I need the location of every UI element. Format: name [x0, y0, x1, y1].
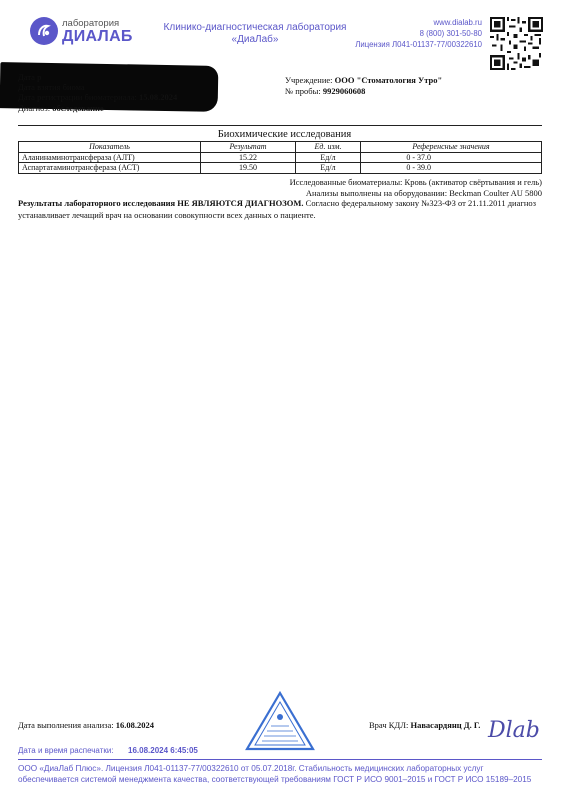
- logo-title: ДИАЛАБ: [62, 28, 133, 45]
- table-row: [19, 152, 542, 163]
- doctor-label: Врач КДЛ:: [369, 720, 409, 730]
- disclaimer-text: Согласно федеральному закону №323-ФЗ от 21.11.2011 диагноз устанавливает лечащий врач на основании совокупности всех данных о пациенте.: [18, 198, 537, 220]
- cell-reference: 0 - 37.0: [361, 152, 542, 163]
- logo-icon: [30, 17, 58, 45]
- doctor-name: Навасардянц Д. Г.: [410, 720, 481, 730]
- diagnosis-label: Диагноз:: [18, 102, 51, 113]
- institution-value: ООО "Стоматология Утро": [334, 75, 443, 85]
- sample-label: № пробы:: [285, 85, 321, 96]
- logo-subtitle: лаборатория: [62, 18, 120, 29]
- reg-date-value: 15.08.2024: [138, 92, 178, 103]
- qr-code-icon: [490, 17, 543, 70]
- cell-result: 15.22: [201, 152, 296, 163]
- phone-number: 8 (800) 301-50-80: [419, 29, 482, 38]
- table-row: [19, 163, 542, 174]
- disclaimer: [18, 197, 542, 221]
- lab-title-line1: Клинико-диагностическая лаборатория: [163, 22, 347, 33]
- section-title: Биохимические исследования: [217, 129, 352, 140]
- lab-title-line2: «ДиаЛаб»: [231, 34, 279, 45]
- cell-indicator: Аспартатаминотрансфераза (АСТ): [19, 163, 201, 174]
- table-header: [19, 142, 542, 153]
- cell-indicator: Аланинаминотрансфераза (АЛТ): [19, 152, 201, 163]
- contacts: [355, 17, 482, 50]
- lab-title: [150, 22, 360, 46]
- sample-row: [285, 86, 442, 97]
- printed-value: 16.08.2024 6:45:05: [128, 746, 198, 755]
- stamp-icon: [244, 690, 316, 752]
- printed-label: Дата и время распечатки:: [18, 746, 114, 755]
- biomaterial-line: Исследованные биоматериалы: Кровь (активатор свёртывания и гель): [289, 177, 542, 187]
- birth-date-label: Дата р: [18, 72, 42, 82]
- taken-date-row: [18, 82, 177, 92]
- completion-label: Дата выполнения анализа:: [18, 720, 114, 730]
- footer: [18, 763, 542, 785]
- results-table: [18, 141, 542, 174]
- completion-value: 16.08.2024: [115, 720, 154, 730]
- footer-line2: обеспечивается системой менеджмента качества, соответствующей требованиям ГОСТ Р ИСО 9001–2015 и ГОСТ Р ИСО 15189–2015: [18, 775, 532, 784]
- equipment-line: Анализы выполнены на оборудовании: Beckman Coulter AU 5800: [305, 188, 542, 198]
- header-unit: Ед. изм.: [296, 142, 361, 153]
- divider: [18, 125, 542, 126]
- cell-unit: Ед/л: [296, 163, 361, 174]
- cell-unit: Ед/л: [296, 152, 361, 163]
- signature-icon: [484, 707, 544, 745]
- disclaimer-bold: Результаты лабораторного исследования НЕ ЯВЛЯЮТСЯ ДИАГНОЗОМ.: [18, 198, 304, 208]
- completion-date: [18, 720, 154, 730]
- header-result: Результат: [201, 142, 296, 153]
- material-info: [290, 177, 542, 199]
- signature-text: Dlab: [488, 718, 540, 743]
- header-reference: Референсные значения: [361, 142, 542, 153]
- license-number: Лицензия Л041-01137-77/00322610: [355, 40, 482, 49]
- taken-date-label: Дата взятия биома: [18, 82, 85, 93]
- patient-info: [18, 72, 177, 113]
- diagnosis-value: обследование: [52, 102, 104, 113]
- sample-value: 9929060608: [322, 85, 366, 96]
- institution-info: [285, 75, 442, 96]
- reg-date-row: [18, 92, 177, 102]
- header-indicator: Показатель: [19, 142, 201, 153]
- doctor-info: [369, 720, 480, 730]
- website-link[interactable]: www.dialab.ru: [433, 18, 482, 27]
- diagnosis-row: [18, 103, 177, 113]
- cell-result: 19.50: [201, 163, 296, 174]
- cell-reference: 0 - 39.0: [361, 163, 542, 174]
- footer-divider: [18, 759, 542, 760]
- reg-date-label: Дата регистрации биоматериала:: [18, 92, 137, 103]
- institution-label: Учреждение:: [285, 75, 333, 85]
- footer-line1: ООО «ДиаЛаб Плюс». Лицензия Л041-01137-77/00322610 от 05.07.2018г. Стабильность медицинских лабораторных услуг: [18, 764, 484, 773]
- birth-date-row: [18, 72, 177, 82]
- institution-row: [285, 75, 442, 86]
